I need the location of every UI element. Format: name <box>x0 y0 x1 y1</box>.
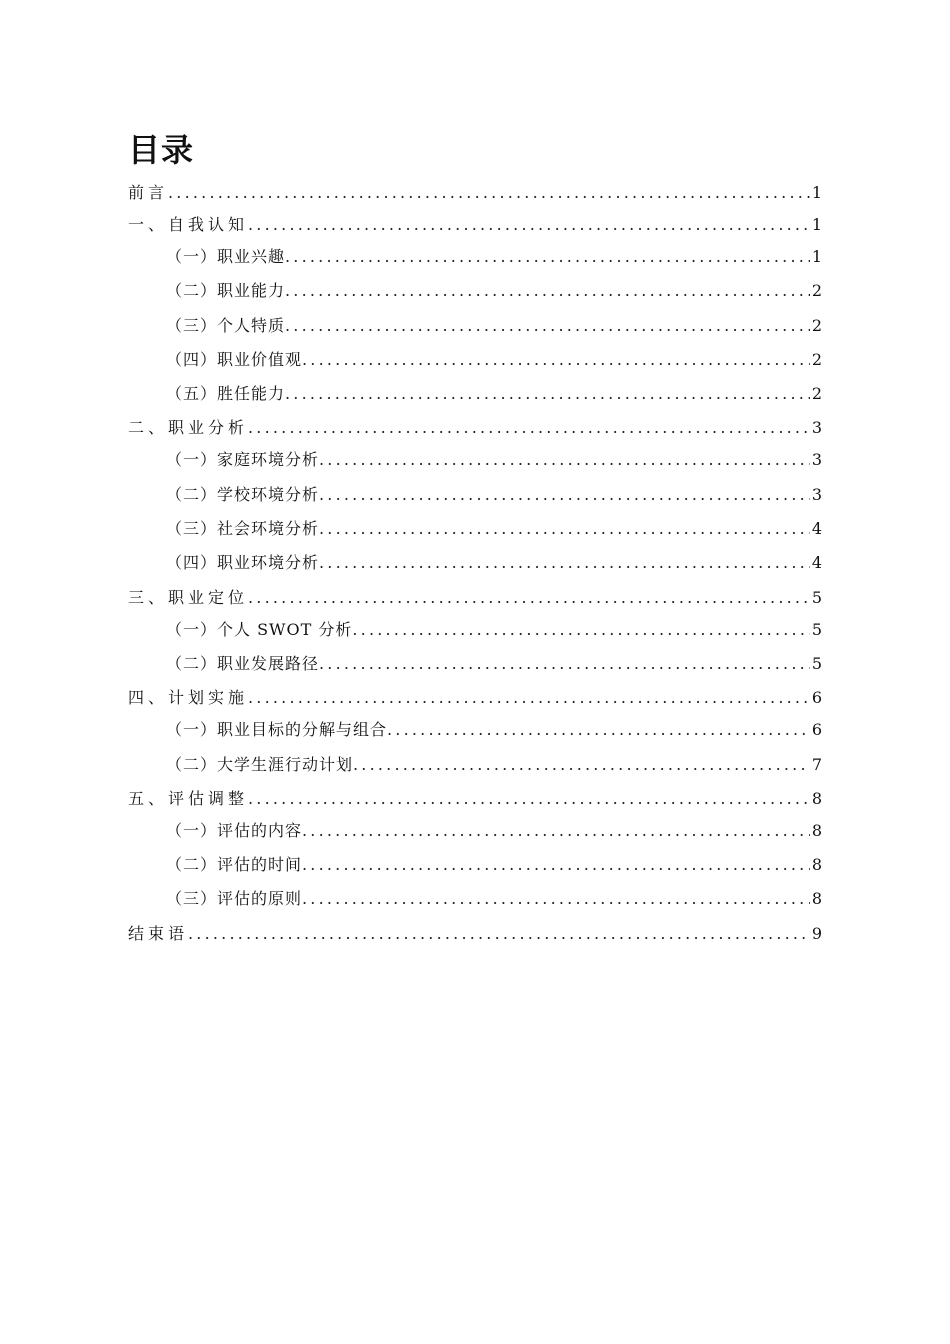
toc-dot-leader <box>352 619 809 641</box>
toc-page-number: 5 <box>811 653 822 673</box>
toc-entry-text: （一）家庭环境分析 <box>166 450 320 470</box>
toc-entry-section[interactable] <box>128 854 822 888</box>
toc-entry-chapter[interactable] <box>128 788 822 820</box>
toc-entry-text: （二）学校环境分析 <box>166 484 320 504</box>
toc-entry-text: 二、职业分析 <box>128 418 249 438</box>
toc-dot-leader <box>248 587 810 609</box>
toc-entry-chapter[interactable] <box>128 687 822 719</box>
toc-dot-leader <box>168 182 810 204</box>
toc-page-number: 1 <box>811 247 822 266</box>
toc-entry-section[interactable] <box>128 754 822 788</box>
toc-dot-leader <box>319 518 810 540</box>
toc-entry-text: （三）评估的原则 <box>166 889 303 909</box>
toc-entry-section[interactable] <box>128 280 822 314</box>
toc-dot-leader <box>188 923 810 945</box>
toc-entry-text: （四）职业价值观 <box>166 349 303 369</box>
toc-dot-leader <box>302 349 810 371</box>
toc-page-number: 8 <box>811 855 822 875</box>
toc-page-number: 1 <box>811 215 822 234</box>
toc-dot-leader <box>319 484 810 506</box>
toc-entry-text: （二）大学生涯行动计划 <box>166 754 354 774</box>
toc-entry-section[interactable] <box>128 552 822 586</box>
toc-dot-leader <box>248 214 810 236</box>
toc-page-number: 8 <box>811 820 822 840</box>
toc-entry-section[interactable] <box>128 484 822 518</box>
toc-page-number: 1 <box>811 183 822 202</box>
toc-entry-chapter[interactable] <box>128 587 822 619</box>
toc-dot-leader <box>387 719 810 741</box>
toc-page-number: 8 <box>811 788 822 808</box>
toc-entry-section[interactable] <box>128 619 822 653</box>
toc-dot-leader <box>302 820 810 842</box>
toc-entry-text: 结束语 <box>128 923 189 943</box>
toc-entry-text: （一）职业兴趣 <box>166 247 286 266</box>
toc-page-number: 3 <box>811 418 822 438</box>
toc-dot-leader <box>285 315 810 337</box>
toc-entry-text: （三）社会环境分析 <box>166 519 320 539</box>
toc-entry-section[interactable] <box>128 349 822 383</box>
toc-entry-section[interactable] <box>128 246 822 280</box>
toc-entry-chapter[interactable] <box>128 417 822 449</box>
toc-entry-section[interactable] <box>128 888 822 922</box>
toc-dot-leader <box>248 687 810 709</box>
toc-dot-leader <box>248 417 810 439</box>
toc-page-number: 2 <box>811 281 822 301</box>
toc-entry-text: 一、自我认知 <box>128 215 249 234</box>
toc-entry-section[interactable] <box>128 719 822 753</box>
toc-entry-section[interactable] <box>128 820 822 854</box>
toc-entry-chapter[interactable] <box>128 182 822 214</box>
toc-entry-text: （三）个人特质 <box>166 315 286 335</box>
toc-dot-leader <box>302 854 810 876</box>
toc-dot-leader <box>302 888 810 910</box>
toc-dot-leader <box>353 754 810 776</box>
toc-page-number: 2 <box>811 384 822 404</box>
toc-page-number: 5 <box>811 619 822 639</box>
toc-entry-text: （四）职业环境分析 <box>166 553 320 573</box>
table-of-contents <box>128 182 822 955</box>
toc-dot-leader <box>319 449 810 471</box>
toc-entry-text: （五）胜任能力 <box>166 384 286 404</box>
toc-entry-text: 三、职业定位 <box>128 587 249 607</box>
toc-entry-text: （二）职业能力 <box>166 281 286 301</box>
toc-page-number: 2 <box>811 315 822 335</box>
toc-page-number: 3 <box>811 450 822 470</box>
toc-entry-section[interactable] <box>128 653 822 687</box>
toc-dot-leader <box>248 788 810 810</box>
toc-page-number: 8 <box>811 889 822 909</box>
toc-page-number: 4 <box>811 553 822 573</box>
toc-page-number: 3 <box>811 484 822 504</box>
toc-entry-text: （二）职业发展路径 <box>166 653 320 673</box>
toc-page-number: 2 <box>811 349 822 369</box>
toc-dot-leader <box>319 552 810 574</box>
toc-dot-leader <box>285 383 810 405</box>
toc-title: 目录 <box>128 131 195 169</box>
toc-entry-text: 四、计划实施 <box>128 688 249 708</box>
toc-entry-text: （一）职业目标的分解与组合 <box>166 720 388 740</box>
toc-dot-leader <box>285 280 810 302</box>
toc-entry-section[interactable] <box>128 315 822 349</box>
toc-page-number: 6 <box>811 688 822 708</box>
toc-entry-chapter[interactable] <box>128 923 822 955</box>
toc-dot-leader <box>319 653 810 675</box>
toc-dot-leader <box>285 246 810 268</box>
toc-entry-text: （一）个人 SWOT 分析 <box>166 619 353 639</box>
toc-page-number: 6 <box>811 720 822 740</box>
toc-page-number: 5 <box>811 587 822 607</box>
toc-page-number: 4 <box>811 519 822 539</box>
toc-entry-text: （一）评估的内容 <box>166 820 303 840</box>
toc-page-number: 7 <box>811 754 822 774</box>
toc-entry-text: 前言 <box>128 183 169 202</box>
toc-page-number: 9 <box>811 923 822 943</box>
toc-entry-text: （二）评估的时间 <box>166 855 303 875</box>
toc-entry-section[interactable] <box>128 449 822 483</box>
toc-entry-section[interactable] <box>128 518 822 552</box>
toc-entry-section[interactable] <box>128 383 822 417</box>
toc-entry-chapter[interactable] <box>128 214 822 246</box>
toc-entry-text: 五、评估调整 <box>128 788 249 808</box>
